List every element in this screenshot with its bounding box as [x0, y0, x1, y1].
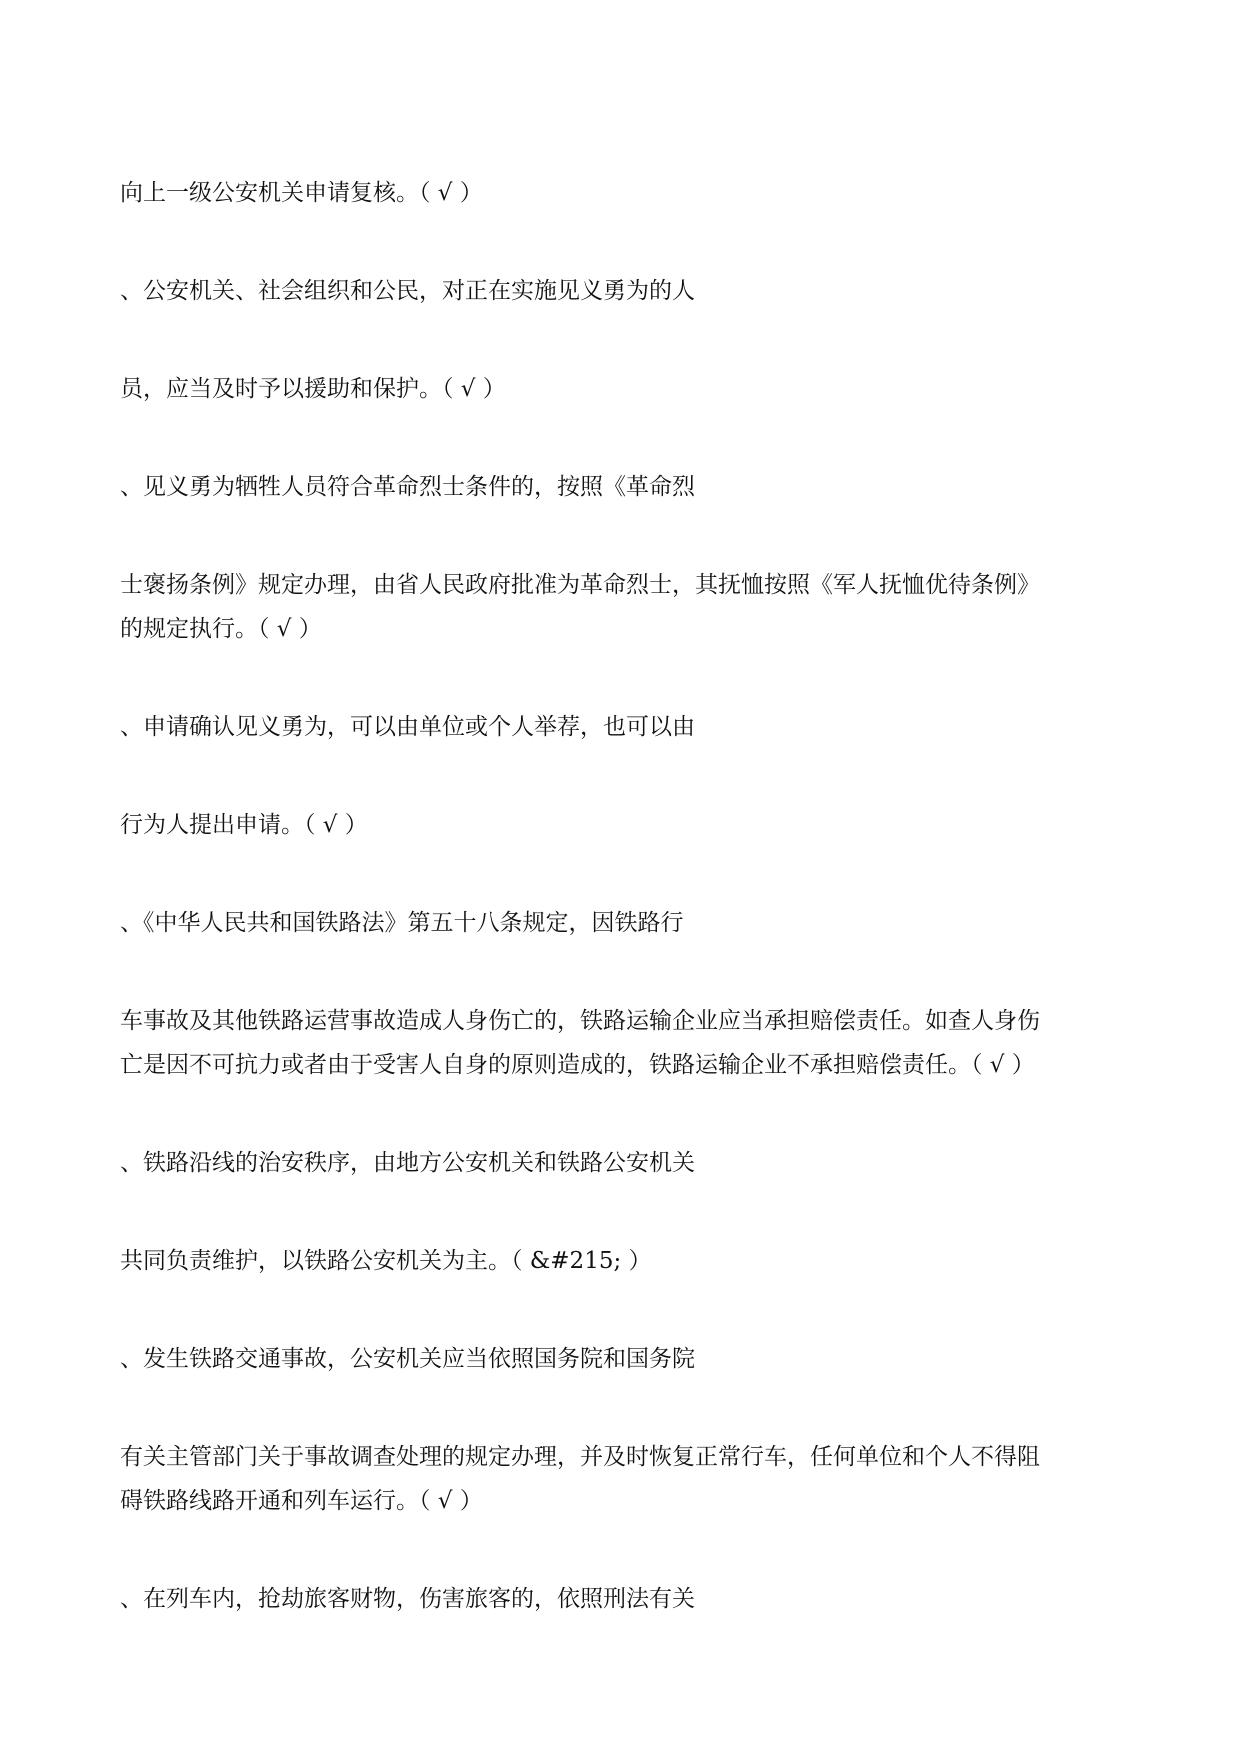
text-line: 车事故及其他铁路运营事故造成人身伤亡的，铁路运输企业应当承担赔偿责任。如查人身伤 — [120, 1008, 1040, 1034]
text-line: 、公安机关、社会组织和公民，对正在实施见义勇为的人 — [120, 278, 695, 304]
text-line: 、在列车内，抢劫旅客财物，伤害旅客的，依照刑法有关 — [120, 1586, 695, 1612]
text-line: 有关主管部门关于事故调查处理的规定办理，并及时恢复正常行车，任何单位和个人不得阻 — [120, 1444, 1040, 1470]
text-line: 、申请确认见义勇为，可以由单位或个人举荐，也可以由 — [120, 714, 695, 740]
text-line: 、《中华人民共和国铁路法》第五十八条规定，因铁路行 — [120, 910, 684, 936]
text-line: 向上一级公安机关申请复核。（ √ ） — [120, 180, 483, 206]
text-line: 员，应当及时予以援助和保护。（ √ ） — [120, 376, 506, 402]
text-line: 、见义勇为牺牲人员符合革命烈士条件的，按照《革命烈 — [120, 474, 695, 500]
text-line: 、发生铁路交通事故，公安机关应当依照国务院和国务院 — [120, 1346, 695, 1372]
text-line: 共同负责维护，以铁路公安机关为主。（ &#215; ） — [120, 1248, 652, 1274]
text-line: 行为人提出申请。（ √ ） — [120, 812, 368, 838]
text-line: 亡是因不可抗力或者由于受害人自身的原则造成的，铁路运输企业不承担赔偿责任。（ √ ） — [120, 1052, 1035, 1078]
text-line: 士褒扬条例》规定办理，由省人民政府批准为革命烈士，其抚恤按照《军人抚恤优待条例》 — [120, 572, 1040, 598]
text-line: 碍铁路线路开通和列车运行。（ √ ） — [120, 1488, 483, 1514]
text-line: 的规定执行。（ √ ） — [120, 616, 322, 642]
text-line: 、铁路沿线的治安秩序，由地方公安机关和铁路公安机关 — [120, 1150, 695, 1176]
